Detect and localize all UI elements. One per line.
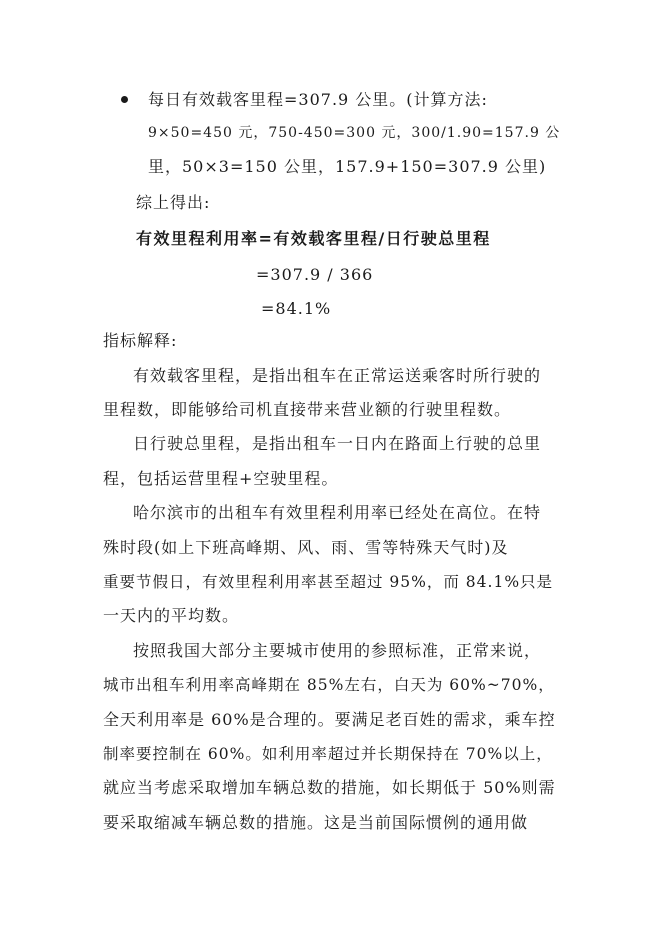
- paragraph-1-line-1: 有效载客里程，是指出租车在正常运送乘客时所行驶的: [133, 366, 542, 385]
- paragraph-4-line-3: 全天利用率是 60%是合理的。要满足老百姓的需求，乘车控: [103, 710, 556, 729]
- formula-step-2: =84.1%: [261, 299, 332, 318]
- paragraph-4-line-4: 制率要控制在 60%。如利用率超过并长期保持在 70%以上，: [103, 745, 553, 763]
- bullet-line-3: 里，50×3=150 公里，157.9+150=307.9 公里): [148, 157, 547, 176]
- paragraph-4-line-1: 按照我国大部分主要城市使用的参照标准，正常来说，: [133, 641, 542, 660]
- paragraph-3-line-4: 一天内的平均数。: [103, 606, 240, 625]
- paragraph-3-line-3: 重要节假日，有效里程利用率甚至超过 95%，而 84.1%只是: [103, 573, 554, 591]
- formula-title: 有效里程利用率=有效载客里程/日行驶总里程: [136, 229, 491, 248]
- paragraph-4-line-2: 城市出租车利用率高峰期在 85%左右，白天为 60%~70%，: [103, 676, 555, 694]
- paragraph-2-line-1: 日行驶总里程，是指出租车一日内在路面上行驶的总里: [133, 434, 542, 453]
- indicator-heading: 指标解释:: [103, 331, 178, 350]
- formula-step-1: =307.9 / 366: [256, 265, 374, 284]
- paragraph-4-line-5: 就应当考虑采取增加车辆总数的措施，如长期低于 50%则需: [103, 778, 556, 797]
- paragraph-1-line-2: 里程数，即能够给司机直接带来营业额的行驶里程数。: [103, 400, 512, 419]
- paragraph-3-line-2: 殊时段(如上下班高峰期、风、雨、雪等特殊天气时)及: [103, 538, 509, 557]
- conclusion-intro: 综上得出:: [136, 193, 211, 212]
- paragraph-3-line-1: 哈尔滨市的出租车有效里程利用率已经处在高位。在特: [133, 503, 542, 522]
- paragraph-4-line-6: 要采取缩减车辆总数的措施。这是当前国际惯例的通用做: [103, 813, 529, 832]
- bullet-line-2: 9×50=450 元，750-450=300 元，300/1.90=157.9 公: [148, 125, 561, 141]
- bullet-icon: [121, 96, 128, 103]
- bullet-line-1: 每日有效载客里程=307.9 公里。(计算方法:: [148, 90, 488, 109]
- paragraph-2-line-2: 程，包括运营里程+空驶里程。: [103, 469, 339, 488]
